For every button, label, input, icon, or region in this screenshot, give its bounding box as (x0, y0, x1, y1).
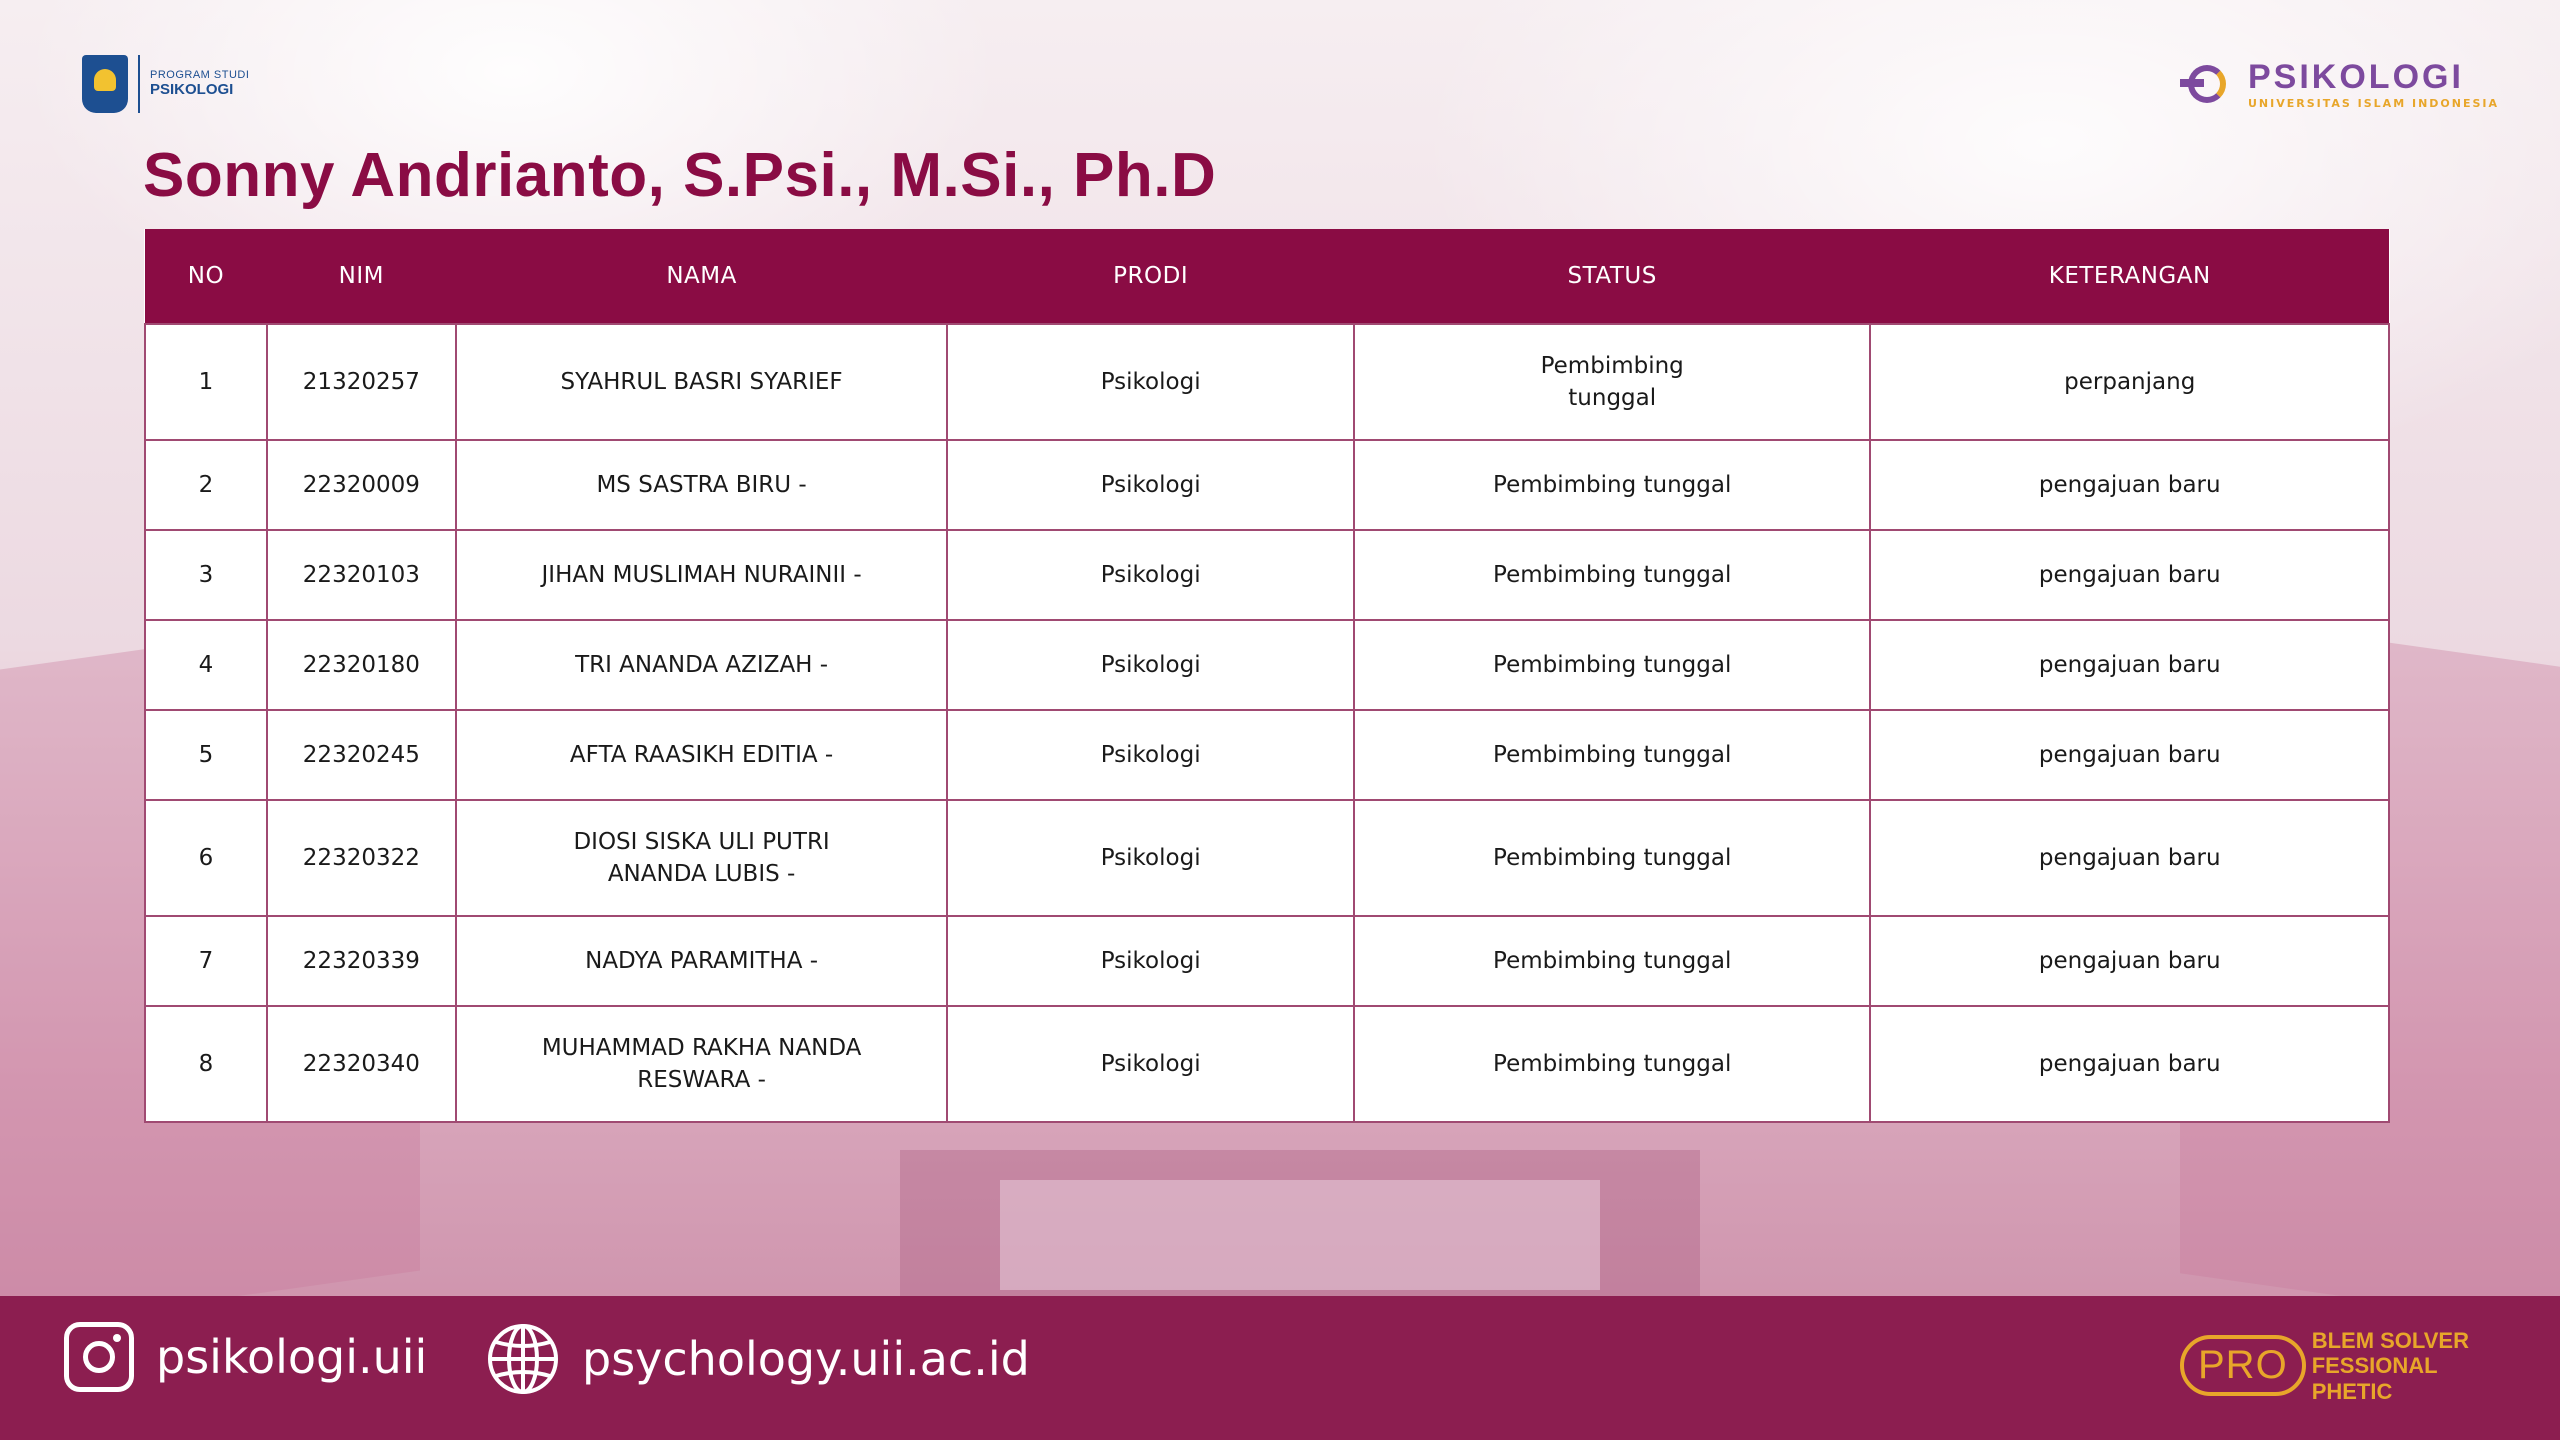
cell-prodi: Psikologi (947, 710, 1354, 800)
cell-nim: 22320339 (267, 916, 456, 1006)
cell-nim: 21320257 (267, 324, 456, 440)
cell-keterangan: pengajuan baru (1870, 440, 2389, 530)
cell-keterangan: pengajuan baru (1870, 620, 2389, 710)
cell-nama: MUHAMMAD RAKHA NANDA RESWARA - (456, 1006, 948, 1122)
background-building-entrance (1000, 1180, 1600, 1290)
cell-no: 5 (145, 710, 267, 800)
cell-nama: SYAHRUL BASRI SYARIEF (456, 324, 948, 440)
psikologi-logo-mark (2180, 63, 2236, 107)
instagram-link[interactable] (64, 1322, 427, 1392)
table-header-row (145, 229, 2389, 324)
cell-prodi: Psikologi (947, 620, 1354, 710)
website-link[interactable] (486, 1322, 1030, 1396)
cell-nama: AFTA RAASIKH EDITIA - (456, 710, 948, 800)
pro-line-2: FESSIONAL (2311, 1353, 2438, 1379)
cell-prodi: Psikologi (947, 916, 1354, 1006)
cell-nim: 22320180 (267, 620, 456, 710)
cell-prodi: Psikologi (947, 440, 1354, 530)
table-row (145, 710, 2389, 800)
instagram-icon (64, 1322, 134, 1392)
cell-nama: JIHAN MUSLIMAH NURAINII - (456, 530, 948, 620)
header-nama: NAMA (456, 229, 948, 324)
cell-nama: NADYA PARAMITHA - (456, 916, 948, 1006)
table-row (145, 440, 2389, 530)
uii-shield-logo (82, 55, 128, 113)
cell-status: Pembimbing tunggal (1354, 530, 1871, 620)
cell-no: 8 (145, 1006, 267, 1122)
psikologi-label: PSIKOLOGI (150, 80, 234, 98)
pro-mark: PRO (2180, 1335, 2306, 1396)
pro-line-1: BLEM SOLVER (2311, 1328, 2469, 1353)
table-body (145, 324, 2389, 1122)
cell-nama: TRI ANANDA AZIZAH - (456, 620, 948, 710)
psikologi-logo-title: PSIKOLOGI (2248, 58, 2464, 96)
website-url: psychology.uii.ac.id (582, 1332, 1030, 1386)
cell-no: 6 (145, 800, 267, 916)
header-keterangan: KETERANGAN (1870, 229, 2389, 324)
globe-icon (486, 1322, 560, 1396)
cell-keterangan: pengajuan baru (1870, 1006, 2389, 1122)
cell-prodi: Psikologi (947, 530, 1354, 620)
program-studi-label: PROGRAM STUDI (150, 69, 250, 82)
cell-no: 4 (145, 620, 267, 710)
cell-no: 3 (145, 530, 267, 620)
pro-badge (2180, 1328, 2469, 1404)
logo-divider (138, 55, 140, 113)
psikologi-uii-logo (2180, 60, 2499, 109)
pro-tagline (2312, 1328, 2469, 1404)
header-no: NO (145, 229, 267, 324)
cell-prodi: Psikologi (947, 1006, 1354, 1122)
cell-no: 7 (145, 916, 267, 1006)
program-studi-logo (82, 55, 249, 113)
cell-no: 2 (145, 440, 267, 530)
cell-nim: 22320009 (267, 440, 456, 530)
student-table (144, 229, 2390, 1123)
cell-status: Pembimbing tunggal (1354, 916, 1871, 1006)
cell-status: Pembimbing tunggal (1354, 620, 1871, 710)
cell-keterangan: pengajuan baru (1870, 710, 2389, 800)
table-row (145, 620, 2389, 710)
table-row (145, 916, 2389, 1006)
cell-nim: 22320103 (267, 530, 456, 620)
cell-prodi: Psikologi (947, 324, 1354, 440)
cell-nim: 22320340 (267, 1006, 456, 1122)
table-row (145, 530, 2389, 620)
cell-keterangan: pengajuan baru (1870, 530, 2389, 620)
cell-nama: MS SASTRA BIRU - (456, 440, 948, 530)
header-prodi: PRODI (947, 229, 1354, 324)
pro-line-3: PHETIC (2311, 1378, 2393, 1404)
instagram-handle: psikologi.uii (156, 1330, 428, 1384)
psikologi-logo-text (2248, 60, 2499, 109)
table-row (145, 1006, 2389, 1122)
table-row (145, 800, 2389, 916)
table-row (145, 324, 2389, 440)
cell-status: Pembimbing tunggal (1354, 1006, 1871, 1122)
cell-nim: 22320322 (267, 800, 456, 916)
header-nim: NIM (267, 229, 456, 324)
cell-status: Pembimbing tunggal (1354, 324, 1871, 440)
header-status: STATUS (1354, 229, 1871, 324)
cell-nama: DIOSI SISKA ULI PUTRI ANANDA LUBIS - (456, 800, 948, 916)
cell-keterangan: pengajuan baru (1870, 800, 2389, 916)
cell-status: Pembimbing tunggal (1354, 800, 1871, 916)
program-studi-text (150, 70, 249, 97)
cell-status: Pembimbing tunggal (1354, 710, 1871, 800)
cell-prodi: Psikologi (947, 800, 1354, 916)
page-title: Sonny Andrianto, S.Psi., M.Si., Ph.D (143, 141, 1217, 210)
psikologi-logo-subtitle: UNIVERSITAS ISLAM INDONESIA (2248, 97, 2500, 110)
cell-keterangan: perpanjang (1870, 324, 2389, 440)
cell-keterangan: pengajuan baru (1870, 916, 2389, 1006)
cell-no: 1 (145, 324, 267, 440)
cell-status: Pembimbing tunggal (1354, 440, 1871, 530)
cell-nim: 22320245 (267, 710, 456, 800)
